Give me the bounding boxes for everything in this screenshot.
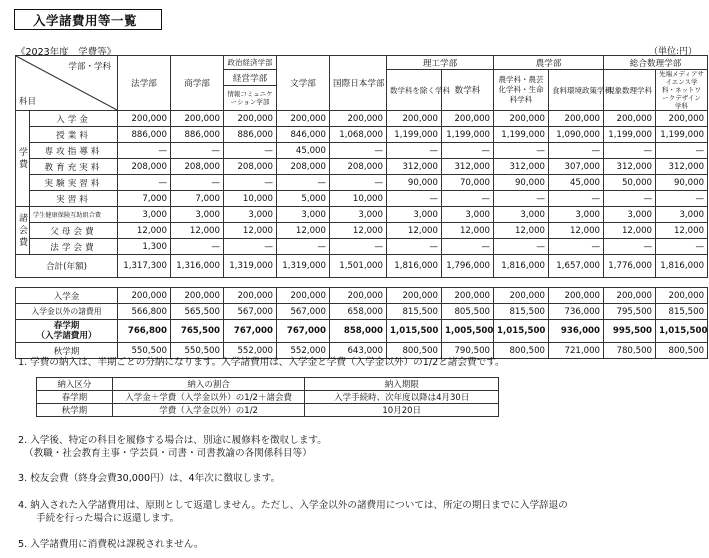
value-cell: 208,000: [277, 159, 330, 175]
value-cell: —: [442, 191, 494, 207]
breakdown-value: 566,800: [118, 304, 171, 320]
value-cell: 3,000: [118, 207, 171, 223]
breakdown-value: 1,015,500: [387, 320, 442, 343]
breakdown-label: 入学金: [16, 288, 118, 304]
value-cell: —: [330, 175, 387, 191]
value-cell: 846,000: [277, 127, 330, 143]
fee-row: [16, 143, 708, 159]
breakdown-value: 736,000: [549, 304, 604, 320]
course-phenomena-math: 現象数理学科: [604, 70, 656, 111]
breakdown-value: 200,000: [656, 288, 708, 304]
dept-information-communication: 情報コミュニケーション学部: [224, 86, 277, 111]
pay-header-deadline: 納入期限: [305, 378, 499, 391]
breakdown-value: 200,000: [387, 288, 442, 304]
value-cell: 200,000: [442, 111, 494, 127]
value-cell: —: [277, 239, 330, 255]
dept-law: 法学部: [118, 56, 171, 111]
dept-business: 経営学部: [224, 70, 277, 86]
breakdown-value: 567,000: [224, 304, 277, 320]
value-cell: —: [549, 191, 604, 207]
payment-schedule-table: [36, 377, 499, 417]
breakdown-value: 800,500: [494, 343, 549, 359]
value-cell: 12,000: [118, 223, 171, 239]
value-cell: 1,300: [118, 239, 171, 255]
pay-header-ratio: 納入の割合: [112, 378, 305, 391]
breakdown-value: 800,500: [656, 343, 708, 359]
breakdown-value: 790,500: [442, 343, 494, 359]
course-non-math: 数学科を除く学科: [387, 70, 442, 111]
value-cell: 10,000: [224, 191, 277, 207]
spacer-row: [16, 278, 708, 288]
course-food-env-policy: 食料環境政策学科: [549, 70, 604, 111]
value-cell: —: [171, 175, 224, 191]
value-cell: 1,068,000: [330, 127, 387, 143]
pay-cell: 秋学期: [37, 404, 113, 417]
value-cell: 208,000: [224, 159, 277, 175]
value-cell: —: [604, 239, 656, 255]
value-cell: —: [224, 239, 277, 255]
value-cell: 5,000: [277, 191, 330, 207]
total-value: 1,317,300: [118, 255, 171, 278]
total-value: 1,816,000: [387, 255, 442, 278]
subject-axis-label: 科目: [19, 97, 37, 107]
note-3: 3. 校友会費（終身会費30,000円）は、4年次に徴収します。: [18, 473, 281, 484]
value-cell: 70,000: [442, 175, 494, 191]
pay-cell: 入学手続時、次年度以降は4月30日: [305, 391, 499, 404]
breakdown-value: 795,500: [604, 304, 656, 320]
breakdown-value: 200,000: [224, 288, 277, 304]
note-2-detail: （教職・社会教育主事・学芸員・司書・司書教諭の各関係科目等）: [24, 448, 312, 459]
fee-table: [15, 55, 708, 359]
value-cell: 200,000: [277, 111, 330, 127]
dept-political-economy: 政治経済学部: [224, 56, 277, 70]
value-cell: 90,000: [387, 175, 442, 191]
value-cell: —: [494, 239, 549, 255]
breakdown-value: 766,800: [118, 320, 171, 343]
value-cell: —: [224, 175, 277, 191]
row-label: 法学会費: [30, 239, 118, 255]
dept-commerce: 商学部: [171, 56, 224, 111]
document-title: 入学諸費用等一覧: [14, 9, 162, 30]
breakdown-value: 858,000: [330, 320, 387, 343]
note-4: 4. 納入された入学諸費用は、原則として返還しません。ただし、入学金以外の諸費用については、所定の期日までに入学辞退の: [18, 500, 568, 511]
value-cell: —: [494, 191, 549, 207]
value-cell: 208,000: [171, 159, 224, 175]
course-math: 数学科: [442, 70, 494, 111]
value-cell: 3,000: [494, 207, 549, 223]
group-label-shokaihi: 諸会費: [16, 207, 30, 255]
value-cell: 200,000: [387, 111, 442, 127]
total-row: [16, 255, 708, 278]
row-label: 実験実習料: [30, 175, 118, 191]
breakdown-value: 200,000: [604, 288, 656, 304]
value-cell: 886,000: [171, 127, 224, 143]
fee-row: [16, 127, 708, 143]
value-cell: 208,000: [118, 159, 171, 175]
value-cell: 3,000: [277, 207, 330, 223]
breakdown-value: 765,500: [171, 320, 224, 343]
breakdown-value: 1,015,500: [656, 320, 708, 343]
value-cell: 50,000: [604, 175, 656, 191]
breakdown-value: 200,000: [494, 288, 549, 304]
value-cell: —: [387, 191, 442, 207]
breakdown-value: 815,500: [387, 304, 442, 320]
unit-label: （単位:円）: [648, 47, 697, 57]
value-cell: 208,000: [330, 159, 387, 175]
value-cell: —: [494, 143, 549, 159]
breakdown-value: 200,000: [549, 288, 604, 304]
row-label: 学生健康保険互助組合費: [30, 207, 118, 223]
breakdown-value: 200,000: [330, 288, 387, 304]
value-cell: —: [656, 191, 708, 207]
value-cell: —: [442, 143, 494, 159]
value-cell: —: [224, 143, 277, 159]
fee-row: [16, 111, 708, 127]
value-cell: 200,000: [656, 111, 708, 127]
header-diagonal-cell: [16, 56, 118, 111]
breakdown-value: 200,000: [171, 288, 224, 304]
row-label: 専攻指導料: [30, 143, 118, 159]
fee-row: [16, 207, 708, 223]
breakdown-value: 567,000: [277, 304, 330, 320]
breakdown-value: 552,000: [224, 343, 277, 359]
value-cell: 886,000: [118, 127, 171, 143]
breakdown-value: 658,000: [330, 304, 387, 320]
value-cell: —: [549, 143, 604, 159]
breakdown-value: 780,500: [604, 343, 656, 359]
note-1: 1. 学費の納入は、半期ごとの分納になります。入学諸費用は、入学金と学費（入学金以外）の1/2と諸会費です。: [18, 357, 505, 368]
breakdown-value: 721,000: [549, 343, 604, 359]
breakdown-value: 550,500: [118, 343, 171, 359]
value-cell: —: [171, 239, 224, 255]
value-cell: 200,000: [171, 111, 224, 127]
value-cell: —: [171, 143, 224, 159]
value-cell: 1,199,000: [656, 127, 708, 143]
row-label: 実習料: [30, 191, 118, 207]
value-cell: 312,000: [604, 159, 656, 175]
pay-cell: 学費（入学金以外）の1/2: [112, 404, 305, 417]
value-cell: 1,199,000: [387, 127, 442, 143]
value-cell: 12,000: [604, 223, 656, 239]
value-cell: —: [387, 143, 442, 159]
row-label: 授業料: [30, 127, 118, 143]
value-cell: 200,000: [330, 111, 387, 127]
breakdown-label: 入学金以外の諸費用: [16, 304, 118, 320]
breakdown-value: 815,500: [656, 304, 708, 320]
fee-row: [16, 223, 708, 239]
value-cell: 307,000: [549, 159, 604, 175]
breakdown-label: 秋学期: [16, 343, 118, 359]
value-cell: 3,000: [387, 207, 442, 223]
value-cell: —: [442, 239, 494, 255]
value-cell: 12,000: [330, 223, 387, 239]
total-value: 1,816,000: [494, 255, 549, 278]
note-4-continued: 手続を行った場合に返還します。: [36, 513, 180, 524]
note-2: 2. 入学後、特定の科目を履修する場合は、別途に履修料を徴収します。: [18, 435, 327, 446]
breakdown-value: 815,500: [494, 304, 549, 320]
value-cell: 12,000: [277, 223, 330, 239]
value-cell: 12,000: [549, 223, 604, 239]
breakdown-value: 200,000: [118, 288, 171, 304]
value-cell: 200,000: [549, 111, 604, 127]
total-value: 1,501,000: [330, 255, 387, 278]
breakdown-row: [16, 288, 708, 304]
value-cell: 312,000: [494, 159, 549, 175]
fee-row: [16, 191, 708, 207]
breakdown-value: 1,015,500: [494, 320, 549, 343]
value-cell: —: [330, 143, 387, 159]
value-cell: —: [118, 143, 171, 159]
value-cell: 10,000: [330, 191, 387, 207]
value-cell: —: [656, 239, 708, 255]
pay-header-category: 納入区分: [37, 378, 113, 391]
total-value: 1,776,000: [604, 255, 656, 278]
value-cell: 3,000: [171, 207, 224, 223]
total-value: 1,319,000: [224, 255, 277, 278]
value-cell: —: [604, 143, 656, 159]
value-cell: 7,000: [118, 191, 171, 207]
value-cell: 312,000: [442, 159, 494, 175]
breakdown-value: 800,500: [387, 343, 442, 359]
value-cell: —: [330, 239, 387, 255]
value-cell: 200,000: [118, 111, 171, 127]
dept-letters: 文学部: [277, 56, 330, 111]
spacer-cell: [16, 278, 708, 288]
breakdown-value: 1,005,500: [442, 320, 494, 343]
breakdown-value: 805,500: [442, 304, 494, 320]
value-cell: 886,000: [224, 127, 277, 143]
breakdown-value: 767,000: [224, 320, 277, 343]
value-cell: 3,000: [224, 207, 277, 223]
value-cell: 7,000: [171, 191, 224, 207]
value-cell: 12,000: [494, 223, 549, 239]
group-label-gakuhi: 学費: [16, 111, 30, 207]
value-cell: 12,000: [442, 223, 494, 239]
dept-science-engineering: 理工学部: [387, 56, 494, 70]
dept-global-japanese: 国際日本学部: [330, 56, 387, 111]
value-cell: 90,000: [656, 175, 708, 191]
value-cell: 3,000: [330, 207, 387, 223]
pay-cell: 入学金＋学費（入学金以外）の1/2＋諸会費: [112, 391, 305, 404]
total-value: 1,796,000: [442, 255, 494, 278]
value-cell: 12,000: [171, 223, 224, 239]
total-value: 1,816,000: [656, 255, 708, 278]
breakdown-value: 200,000: [442, 288, 494, 304]
value-cell: 12,000: [387, 223, 442, 239]
total-value: 1,316,000: [171, 255, 224, 278]
breakdown-value: 936,000: [549, 320, 604, 343]
breakdown-value: 643,000: [330, 343, 387, 359]
value-cell: —: [387, 239, 442, 255]
pay-cell: 春学期: [37, 391, 113, 404]
value-cell: 1,199,000: [604, 127, 656, 143]
value-cell: 1,199,000: [442, 127, 494, 143]
value-cell: 3,000: [656, 207, 708, 223]
note-5: 5. 入学諸費用に消費税は課税されません。: [18, 539, 204, 550]
dept-agriculture: 農学部: [494, 56, 604, 70]
value-cell: 3,000: [549, 207, 604, 223]
breakdown-value: 995,500: [604, 320, 656, 343]
total-label: 合計(年額): [16, 255, 118, 278]
breakdown-value: 550,500: [171, 343, 224, 359]
course-agri-chem-life: 農学科・農芸化学科・生命科学科: [494, 70, 549, 111]
value-cell: —: [549, 239, 604, 255]
fee-row: [16, 159, 708, 175]
breakdown-value: 200,000: [277, 288, 330, 304]
value-cell: 90,000: [494, 175, 549, 191]
pay-cell: 10月20日: [305, 404, 499, 417]
value-cell: 12,000: [656, 223, 708, 239]
breakdown-value: 565,500: [171, 304, 224, 320]
value-cell: —: [118, 175, 171, 191]
value-cell: —: [656, 143, 708, 159]
value-cell: 200,000: [224, 111, 277, 127]
breakdown-label: [16, 320, 118, 343]
breakdown-row: [16, 304, 708, 320]
value-cell: 1,199,000: [494, 127, 549, 143]
value-cell: 12,000: [224, 223, 277, 239]
total-value: 1,657,000: [549, 255, 604, 278]
breakdown-value: 767,000: [277, 320, 330, 343]
fee-row: [16, 175, 708, 191]
value-cell: 3,000: [442, 207, 494, 223]
breakdown-row: [16, 320, 708, 343]
value-cell: —: [604, 191, 656, 207]
dept-interdisciplinary-math: 総合数理学部: [604, 56, 708, 70]
fee-row: [16, 239, 708, 255]
row-label: 教育充実料: [30, 159, 118, 175]
value-cell: 45,000: [277, 143, 330, 159]
row-label: 入学金: [30, 111, 118, 127]
year-label: 《2023年度 学費等》: [16, 47, 117, 58]
value-cell: 3,000: [604, 207, 656, 223]
breakdown-value: 552,000: [277, 343, 330, 359]
course-frontier-media-network: 先端メディアサイエンス学科・ネットワークデザイン学科: [656, 70, 708, 111]
value-cell: 312,000: [387, 159, 442, 175]
value-cell: —: [277, 175, 330, 191]
value-cell: 200,000: [494, 111, 549, 127]
value-cell: 200,000: [604, 111, 656, 127]
value-cell: 45,000: [549, 175, 604, 191]
breakdown-label-sub: （入学諸費用）: [36, 331, 97, 341]
total-value: 1,319,000: [277, 255, 330, 278]
value-cell: 1,090,000: [549, 127, 604, 143]
row-label: 父母会費: [30, 223, 118, 239]
dept-axis-label: 学部・学科: [68, 62, 111, 72]
value-cell: 312,000: [656, 159, 708, 175]
breakdown-label-main: 春学期: [53, 321, 80, 331]
